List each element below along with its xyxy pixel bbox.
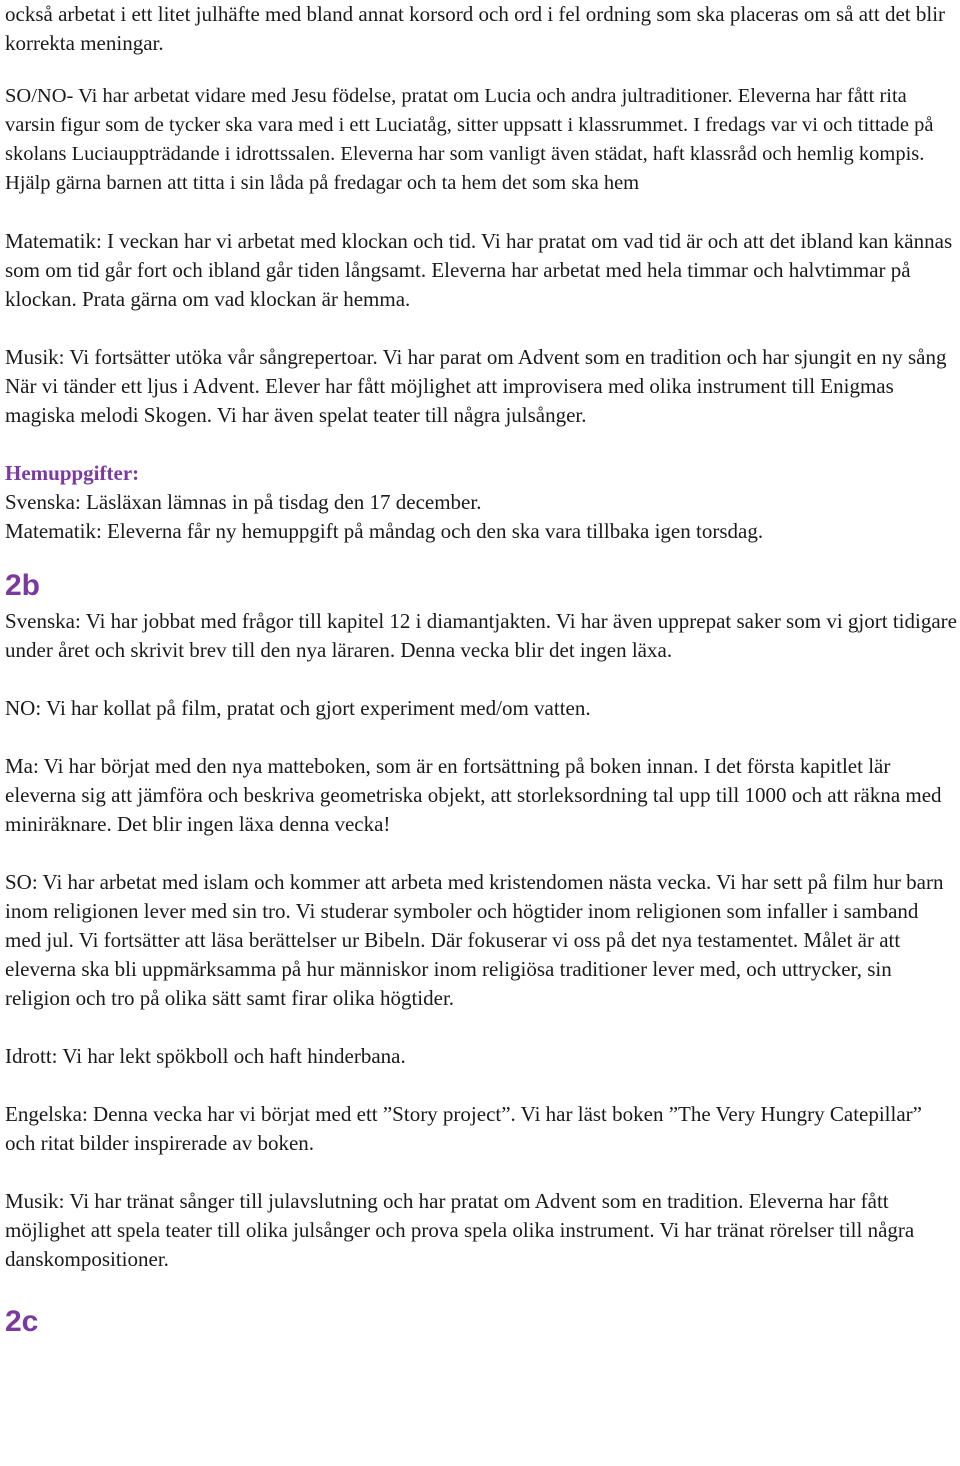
musik-paragraph: Musik: Vi fortsätter utöka vår sångrepertoar. Vi har parat om Advent som en tradition och har sjungit en ny sång När vi tänder ett ljus i Advent. Elever har fått möjlighet att improvisera med olika instrument till Enigmas magiska melodi Skogen. Vi har även spelat teater till några julsånger. [5, 345, 947, 427]
2b-no-paragraph: NO: Vi har kollat på film, pratat och gjort experiment med/om vatten. [5, 696, 591, 720]
homework-heading: Hemuppgifter: [5, 461, 140, 485]
intro-paragraph: också arbetat i ett litet julhäfte med bland annat korsord och ord i fel ordning som ska placeras om så att det blir korrekta meningar. [5, 2, 946, 55]
homework-svenska: Svenska: Läsläxan lämnas in på tisdag den 17 december. [5, 490, 482, 514]
so-no-paragraph: SO/NO- Vi har arbetat vidare med Jesu födelse, pratat om Lucia och andra jultraditioner. Eleverna har fått rita varsin figur som de tycker ska vara med i ett Luciatåg, sitter uppsatt i klassrummet. I fredags var vi och tittade på skolans Luciauppträdande i idrottssalen. Eleverna har som vanligt även städat, haft klassråd och hemlig kompis. Hjälp gärna barnen att titta i sin låda på fredagar och ta hem det som ska hem [5, 85, 934, 194]
2b-engelska-paragraph: Engelska: Denna vecka har vi börjat med ett ”Story project”. Vi har läst boken ”The Very Hungry Catepillar” och ritat bilder inspirerade av boken. [5, 1102, 922, 1155]
homework-matematik: Matematik: Eleverna får ny hemuppgift på måndag och den ska vara tillbaka igen torsdag. [5, 519, 764, 543]
2b-ma-paragraph: Ma: Vi har börjat med den nya matteboken, som är en fortsättning på boken innan. I det första kapitlet lär eleverna sig att jämföra och beskriva geometriska objekt, att storleksordning tal upp till 1000 och att räkna med miniräknare. Det blir ingen läxa denna vecka! [5, 754, 942, 836]
2b-idrott-paragraph: Idrott: Vi har lekt spökboll och haft hinderbana. [5, 1044, 406, 1068]
document-page [5, 0, 957, 1340]
2b-svenska-paragraph: Svenska: Vi har jobbat med frågor till kapitel 12 i diamantjakten. Vi har även upprepat saker som vi gjort tidigare under året och skrivit brev till den nya läraren. Denna vecka blir det ingen läxa. [5, 609, 957, 662]
matematik-paragraph: Matematik: I veckan har vi arbetat med klockan och tid. Vi har pratat om vad tid är och att det ibland kan kännas som om tid går fort och ibland går tiden långsamt. Eleverna har arbetat med hela timmar och halvtimmar på klockan. Prata gärna om vad klockan är hemma. [5, 229, 953, 311]
class-2b-heading: 2b [5, 569, 41, 602]
2b-so-paragraph: SO: Vi har arbetat med islam och kommer att arbeta med kristendomen nästa vecka. Vi har sett på film hur barn inom religionen lever med sin tro. Vi studerar symboler och högtider inom religionen som infaller i samband med jul. Vi fortsätter att läsa berättelser ur Bibeln. Där fokuserar vi oss på det nya testamentet. Målet är att eleverna ska bli uppmärksamma på hur människor inom religiösa traditioner lever med, och uttrycker, sin religion och tro på olika sätt samt firar olika högtider. [5, 870, 944, 1010]
2b-musik-paragraph: Musik: Vi har tränat sånger till julavslutning och har pratat om Advent som en tradition. Eleverna har fått möjlighet att spela teater till olika julsånger och prova spela olika instrument. Vi har tränat rörelser till några danskompositioner. [5, 1189, 915, 1271]
class-2c-heading: 2c [5, 1305, 39, 1338]
